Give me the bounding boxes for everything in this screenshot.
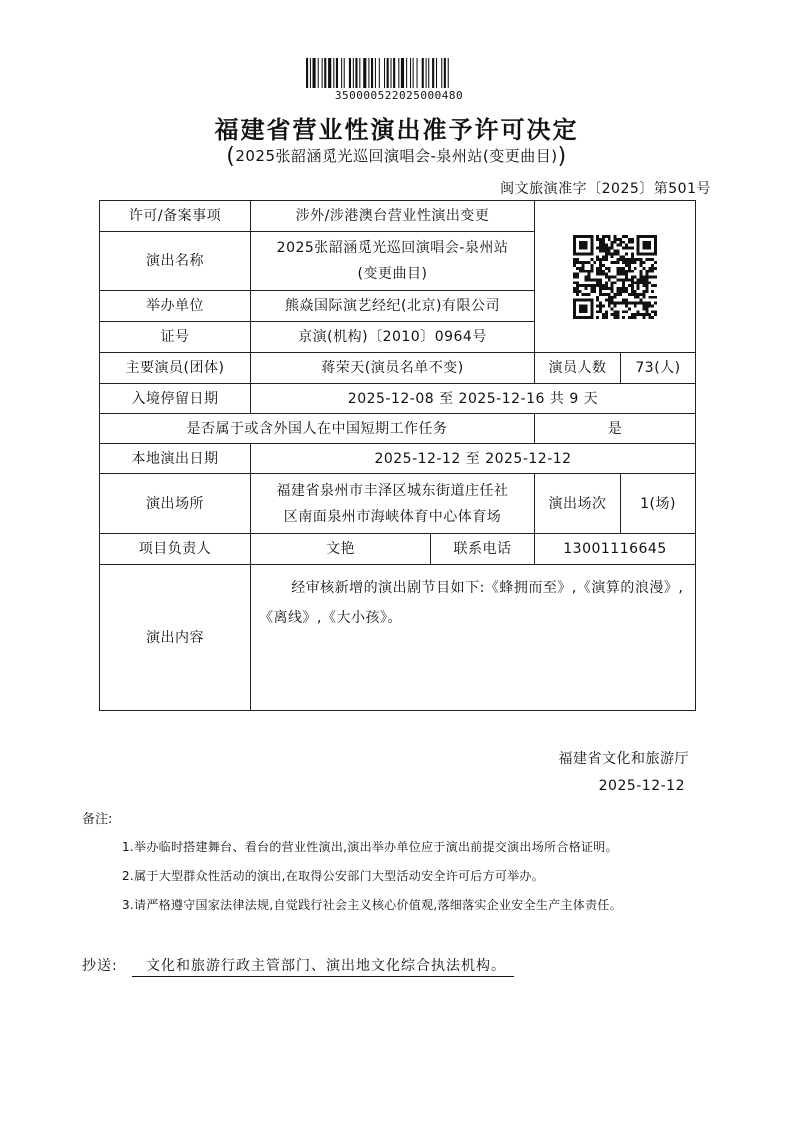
- notes-title: 备注:: [82, 812, 113, 827]
- license-item-value: 涉外/涉港澳台营业性演出变更: [251, 201, 535, 232]
- main-performer-value: 蒋荣天(演员名单不变): [251, 353, 535, 384]
- license-no-label: 证号: [100, 322, 251, 353]
- organizer-value: 熊焱国际演艺经纪(北京)有限公司: [251, 291, 535, 322]
- subtitle-open-paren: (: [226, 144, 236, 169]
- performer-count-value: 73(人): [621, 353, 696, 384]
- license-item-label: 许可/备案事项: [100, 201, 251, 232]
- local-date-label: 本地演出日期: [100, 444, 251, 474]
- issuer-name: 福建省文化和旅游厅: [558, 751, 689, 767]
- cc-value: 文化和旅游行政主管部门、演出地文化综合执法机构。: [132, 955, 514, 977]
- barcode: [306, 58, 492, 88]
- foreign-work-value: 是: [535, 414, 696, 444]
- phone-label: 联系电话: [431, 534, 535, 565]
- document-subtitle: [0, 144, 793, 169]
- note-item: 3.请严格遵守国家法律法规,自觉践行社会主义核心价值观,落细落实企业安全生产主体责任。: [122, 898, 622, 912]
- show-name-line2: (变更曲目): [357, 266, 428, 282]
- manager-label: 项目负责人: [100, 534, 251, 565]
- venue-line2: 区南面泉州市海峡体育中心体育场: [283, 508, 502, 525]
- manager-value: 文艳: [251, 534, 431, 565]
- barcode-number: 350000522025000480: [334, 89, 464, 102]
- sessions-label: 演出场次: [535, 474, 621, 534]
- subtitle-close-paren: ): [557, 144, 567, 169]
- local-date-value: 2025-12-12 至 2025-12-12: [251, 444, 696, 474]
- phone-value: 13001116645: [535, 534, 696, 565]
- foreign-work-label: 是否属于或含外国人在中国短期工作任务: [100, 414, 535, 444]
- note-item: 1.举办临时搭建舞台、看台的营业性演出,演出举办单位应于演出前提交演出场所合格证明。: [122, 840, 618, 854]
- organizer-label: 举办单位: [100, 291, 251, 322]
- entry-stay-label: 入境停留日期: [100, 384, 251, 414]
- sessions-value: 1(场): [621, 474, 696, 534]
- entry-stay-value: 2025-12-08 至 2025-12-16 共 9 天: [251, 384, 696, 414]
- issue-date: 2025-12-12: [598, 778, 685, 794]
- content-value: [251, 565, 696, 711]
- show-name-label: 演出名称: [100, 232, 251, 291]
- qr-code: [573, 235, 657, 319]
- license-no-value: 京演(机构)〔2010〕0964号: [251, 322, 535, 353]
- subtitle-text: 2025张韶涵觅光巡回演唱会-泉州站(变更曲目): [235, 147, 558, 165]
- qr-code-cell: [535, 201, 696, 353]
- cc-label: 抄送:: [82, 958, 118, 974]
- show-name-line1: 2025张韶涵觅光巡回演唱会-泉州站: [276, 240, 509, 256]
- main-performer-label: 主要演员(团体): [100, 353, 251, 384]
- license-table: [99, 200, 696, 711]
- content-text: 经审核新增的演出剧节目如下:《蜂拥而至》,《演算的浪漫》,《离线》,《大小孩》。: [259, 580, 684, 626]
- show-name-value: [251, 232, 535, 291]
- document-number: 闽文旅演准字〔2025〕第501号: [500, 181, 711, 197]
- performer-count-label: 演员人数: [535, 353, 621, 384]
- venue-line1: 福建省泉州市丰泽区城东街道庄任社: [276, 482, 509, 499]
- venue-label: 演出场所: [100, 474, 251, 534]
- document-title: 福建省营业性演出准予许可决定: [214, 115, 579, 144]
- venue-value: [251, 474, 535, 534]
- content-label: 演出内容: [100, 565, 251, 711]
- note-item: 2.属于大型群众性活动的演出,在取得公安部门大型活动安全许可后方可举办。: [122, 869, 545, 883]
